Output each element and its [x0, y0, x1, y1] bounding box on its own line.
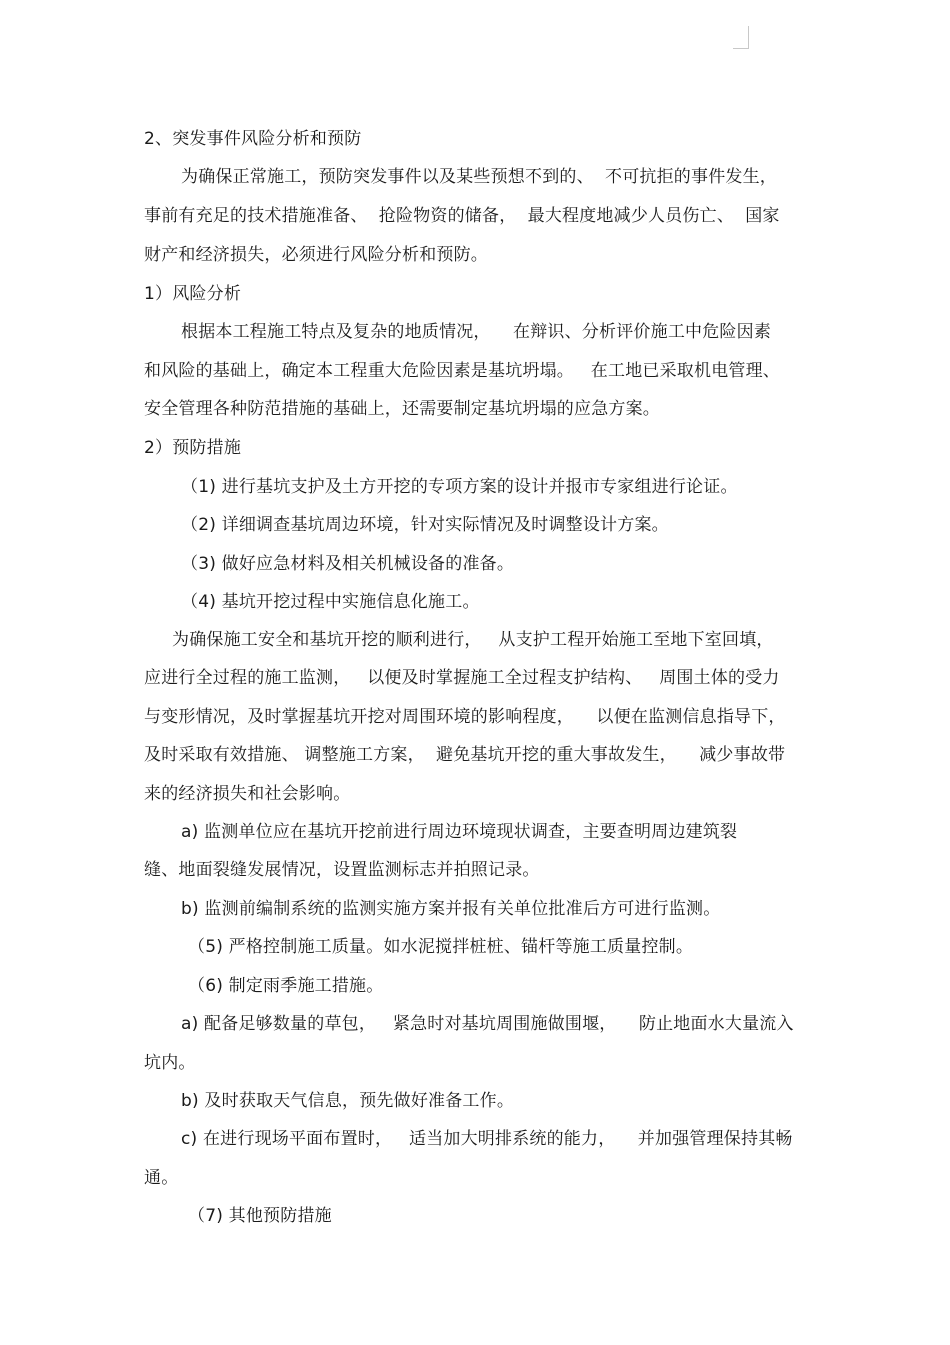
- rain-c-line-2: 通。: [144, 1168, 179, 1188]
- monitoring-line-5: 来的经济损失和社会影响。: [144, 784, 351, 804]
- intro-line-3: 财产和经济损失，必须进行风险分析和预防。: [144, 245, 488, 265]
- rain-c-line-1: c) 在进行现场平面布置时， 适当加大明排系统的能力， 并加强管理保持其畅: [181, 1129, 793, 1149]
- risk-analysis-line-3: 安全管理各种防范措施的基础上，还需要制定基坑坍塌的应急方案。: [144, 399, 660, 419]
- prevention-item-6: （6) 制定雨季施工措施。: [188, 976, 384, 996]
- intro-line-1: 为确保正常施工，预防突发事件以及某些预想不到的、 不可抗拒的事件发生，: [181, 167, 778, 187]
- monitoring-line-2: 应进行全过程的施工监测， 以便及时掌握施工全过程支护结构、 周围土体的受力: [144, 668, 780, 688]
- monitoring-line-4: 及时采取有效措施、 调整施工方案， 避免基坑开挖的重大事故发生， 减少事故带: [144, 745, 786, 765]
- prevention-item-3: （3) 做好应急材料及相关机械设备的准备。: [181, 554, 515, 574]
- page-corner-mark: [733, 26, 749, 49]
- prevention-title: 2）预防措施: [144, 438, 242, 458]
- rain-b: b) 及时获取天气信息，预先做好准备工作。: [181, 1091, 515, 1111]
- prevention-item-2: （2) 详细调查基坑周边环境，针对实际情况及时调整设计方案。: [181, 515, 669, 535]
- section-heading: 2、突发事件风险分析和预防: [144, 129, 362, 149]
- intro-line-2: 事前有充足的技术措施准备、 抢险物资的储备， 最大程度地减少人员伤亡、 国家: [144, 206, 780, 226]
- prevention-item-5: （5) 严格控制施工质量。如水泥搅拌桩桩、锚杆等施工质量控制。: [188, 937, 694, 957]
- monitoring-b: b) 监测前编制系统的监测实施方案并报有关单位批准后方可进行监测。: [181, 899, 721, 919]
- prevention-item-4: （4) 基坑开挖过程中实施信息化施工。: [181, 592, 480, 612]
- risk-analysis-line-2: 和风险的基础上，确定本工程重大危险因素是基坑坍塌。 在工地已采取机电管理、: [144, 361, 781, 381]
- monitoring-line-3: 与变形情况，及时掌握基坑开挖对周围环境的影响程度， 以便在监测信息指导下，: [144, 707, 786, 727]
- prevention-item-7: （7) 其他预防措施: [188, 1206, 332, 1226]
- rain-a-line-1: a) 配备足够数量的草包， 紧急时对基坑周围施做围堰， 防止地面水大量流入: [181, 1014, 794, 1034]
- risk-analysis-title: 1）风险分析: [144, 284, 242, 304]
- prevention-item-1: （1) 进行基坑支护及土方开挖的专项方案的设计并报市专家组进行论证。: [181, 477, 738, 497]
- monitoring-a-line-1: a) 监测单位应在基坑开挖前进行周边环境现状调查，主要查明周边建筑裂: [181, 822, 738, 842]
- rain-a-line-2: 坑内。: [144, 1053, 196, 1073]
- monitoring-a-line-2: 缝、地面裂缝发展情况，设置监测标志并拍照记录。: [144, 860, 540, 880]
- risk-analysis-line-1: 根据本工程施工特点及复杂的地质情况， 在辩识、分析评价施工中危险因素: [181, 322, 772, 342]
- monitoring-line-1: 为确保施工安全和基坑开挖的顺利进行， 从支护工程开始施工至地下室回填，: [172, 630, 774, 650]
